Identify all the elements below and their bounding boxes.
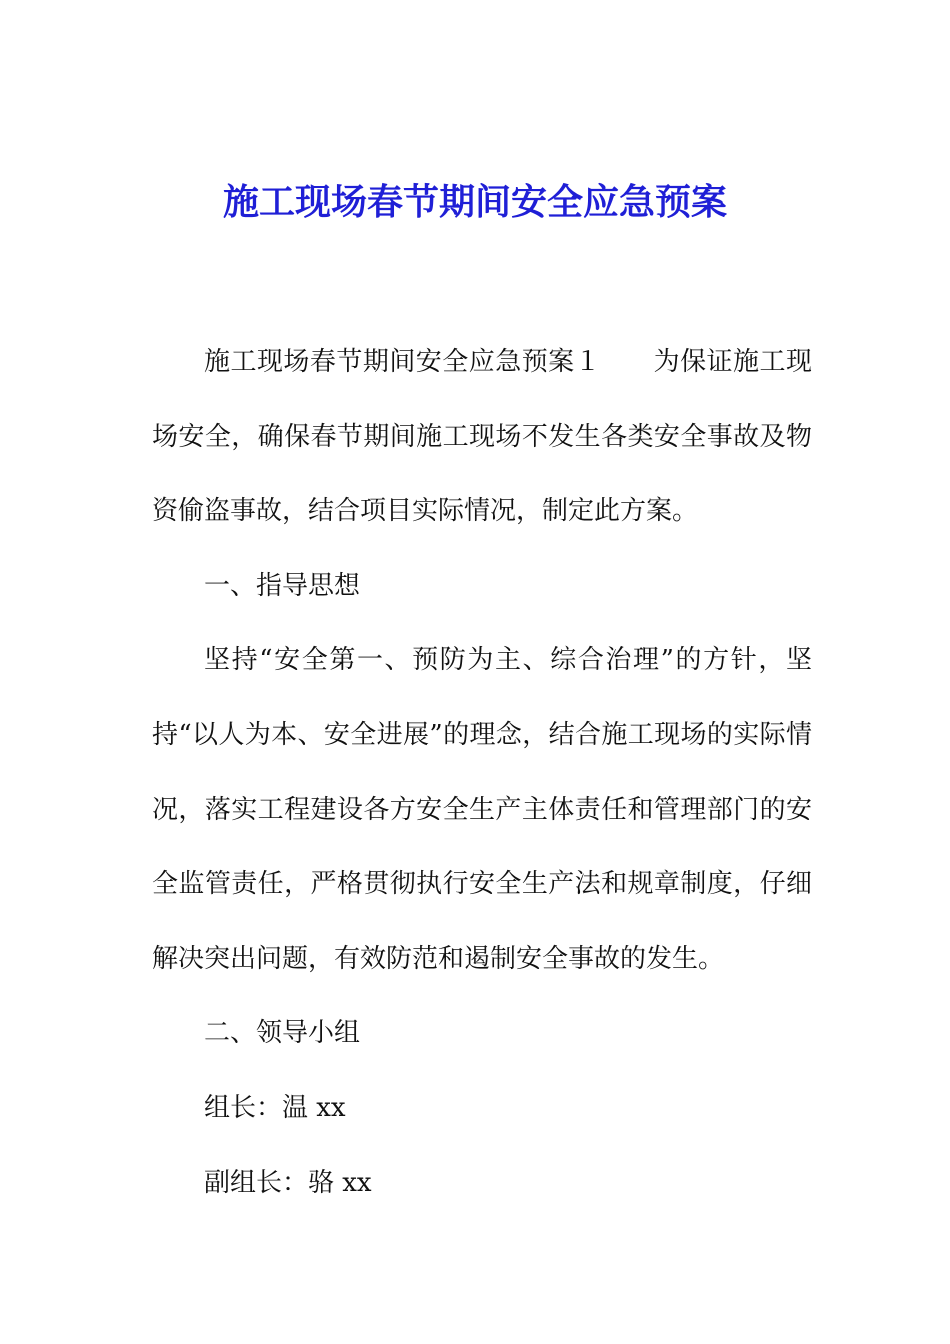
section2-heading: 二、领导小组: [204, 1018, 361, 1049]
section1-paragraph: 坚持“安全第一、预防为主、综合治理”的方针，坚持“以人为本、安全进展”的理念，结合施工现场的实际情况，落实工程建设各方安全生产主体责任和管理部门的安全监管责任，严格贯彻执行安全生产法和规章制度，仔细解决突出问题，有效防范和遏制安全事故的发生。: [152, 645, 812, 974]
intro-text: 为保证施工现场安全，确保春节期间施工现场不发生各类安全事故及物资偷盗事故，结合项目实际情况，制定此方案。: [152, 347, 812, 527]
intro-lead: 施工现场春节期间安全应急预案１: [204, 347, 602, 377]
deputy-leader-line: 副组长：骆 xx: [204, 1167, 372, 1198]
intro-paragraph: [152, 325, 812, 549]
document-title: 施工现场春节期间安全应急预案: [222, 181, 727, 223]
leader-line: 组长：温 xx: [204, 1092, 346, 1123]
section1-heading: 一、指导思想: [204, 570, 361, 601]
document-body: [152, 325, 812, 1220]
